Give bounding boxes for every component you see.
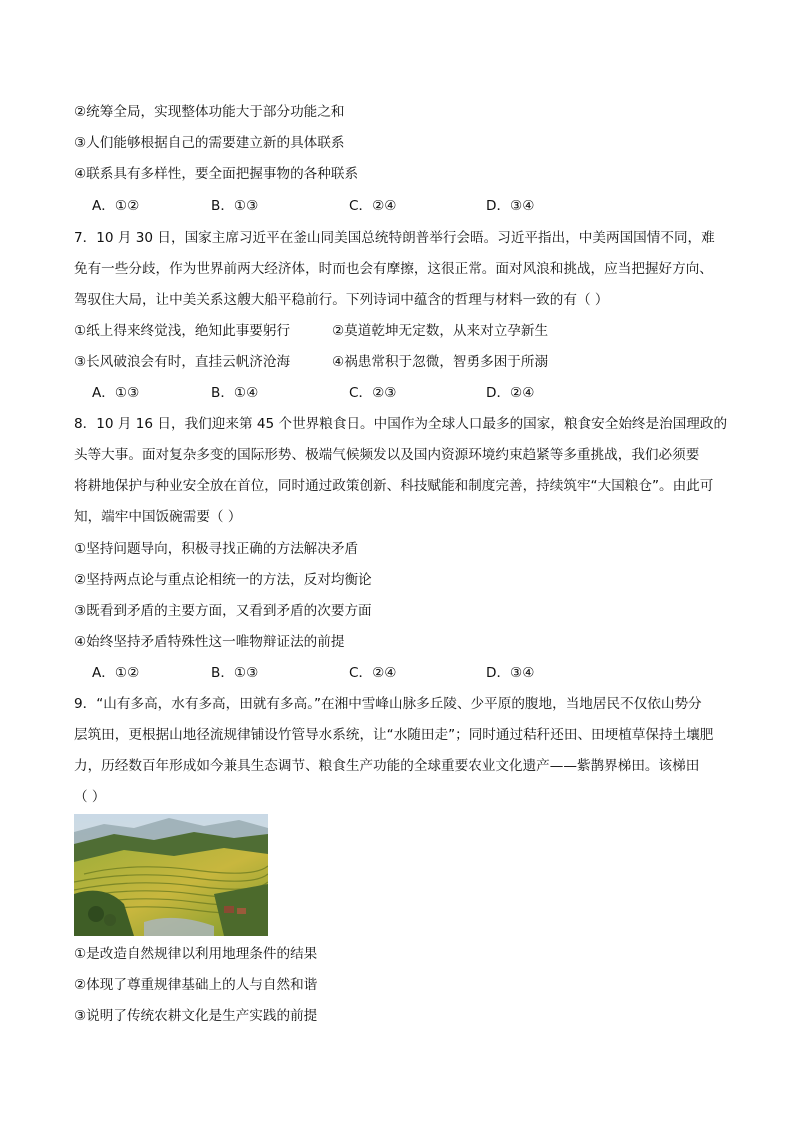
q8-item-2: ②坚持两点论与重点论相统一的方法，反对均衡论 xyxy=(74,572,372,588)
q7-item-1: ①纸上得来终觉浅，绝知此事要躬行 xyxy=(74,323,291,339)
q6-item-4: ④联系具有多样性，要全面把握事物的各种联系 xyxy=(74,166,359,182)
terrace-photo xyxy=(74,814,268,936)
q7-stem-line-2: 免有一些分歧，作为世界前两大经济体，时而也会有摩擦，这很正常。面对风浪和挑战，应当把握好方向、 xyxy=(74,261,713,277)
q6-option-d: D．③④ xyxy=(486,198,535,214)
q9-stem-line-2: 层筑田，更根据山地径流规律铺设竹管导水系统，让“水随田走”；同时通过秸秆还田、田埂植草保持土壤肥 xyxy=(74,727,714,743)
q8-item-4: ④始终坚持矛盾特殊性这一唯物辩证法的前提 xyxy=(74,634,345,650)
q9-item-2: ②体现了尊重规律基础上的人与自然和谐 xyxy=(74,977,318,993)
q8-option-a: A．①② xyxy=(92,665,140,681)
q7-item-4: ④祸患常积于忽微，智勇多困于所溺 xyxy=(332,354,549,370)
q7-stem-line-1: 7．10 月 30 日，国家主席习近平在釜山同美国总统特朗普举行会晤。习近平指出，中美两国国情不同，难 xyxy=(74,230,715,246)
q8-option-b: B．①③ xyxy=(211,665,259,681)
q8-stem-line-4: 知，端牢中国饭碗需要（ ） xyxy=(74,509,242,525)
q7-item-2: ②莫道乾坤无定数，从来对立孕新生 xyxy=(332,323,549,339)
q8-stem-line-2: 头等大事。面对复杂多变的国际形势、极端气候频发以及国内资源环境约束趋紧等多重挑战，我们必须要 xyxy=(74,447,700,463)
q7-item-3: ③长风破浪会有时，直挂云帆济沧海 xyxy=(74,354,291,370)
q6-option-a: A．①② xyxy=(92,198,140,214)
q9-item-3: ③说明了传统农耕文化是生产实践的前提 xyxy=(74,1008,318,1024)
q8-stem-line-1: 8．10 月 16 日，我们迎来第 45 个世界粮食日。中国作为全球人口最多的国家，粮食安全始终是治国理政的 xyxy=(74,416,728,432)
q9-stem-line-4: （ ） xyxy=(74,789,106,805)
q9-stem-line-3: 力，历经数百年形成如今兼具生态调节、粮食生产功能的全球重要农业文化遗产——紫鹊界梯田。该梯田 xyxy=(74,758,700,774)
q7-option-c: C．②③ xyxy=(349,385,397,401)
q8-item-1: ①坚持问题导向，积极寻找正确的方法解决矛盾 xyxy=(74,541,359,557)
q8-option-c: C．②④ xyxy=(349,665,397,681)
q7-option-d: D．②④ xyxy=(486,385,535,401)
q6-option-c: C．②④ xyxy=(349,198,397,214)
q8-item-3: ③既看到矛盾的主要方面，又看到矛盾的次要方面 xyxy=(74,603,372,619)
q7-option-a: A．①③ xyxy=(92,385,140,401)
q7-option-b: B．①④ xyxy=(211,385,259,401)
q6-item-2: ②统筹全局，实现整体功能大于部分功能之和 xyxy=(74,104,345,120)
q7-stem-line-3: 驾驭住大局，让中美关系这艘大船平稳前行。下列诗词中蕴含的哲理与材料一致的有（ ） xyxy=(74,292,609,308)
q6-item-3: ③人们能够根据自己的需要建立新的具体联系 xyxy=(74,135,345,151)
q8-stem-line-3: 将耕地保护与种业安全放在首位，同时通过政策创新、科技赋能和制度完善，持续筑牢“大国粮仓”。由此可 xyxy=(74,478,714,494)
q8-option-d: D．③④ xyxy=(486,665,535,681)
q9-item-1: ①是改造自然规律以利用地理条件的结果 xyxy=(74,946,318,962)
q9-stem-line-1: 9．“山有多高，水有多高，田就有多高。”在湘中雪峰山脉多丘陵、少平原的腹地，当地居民不仅依山势分 xyxy=(74,696,702,712)
q6-option-b: B．①③ xyxy=(211,198,259,214)
